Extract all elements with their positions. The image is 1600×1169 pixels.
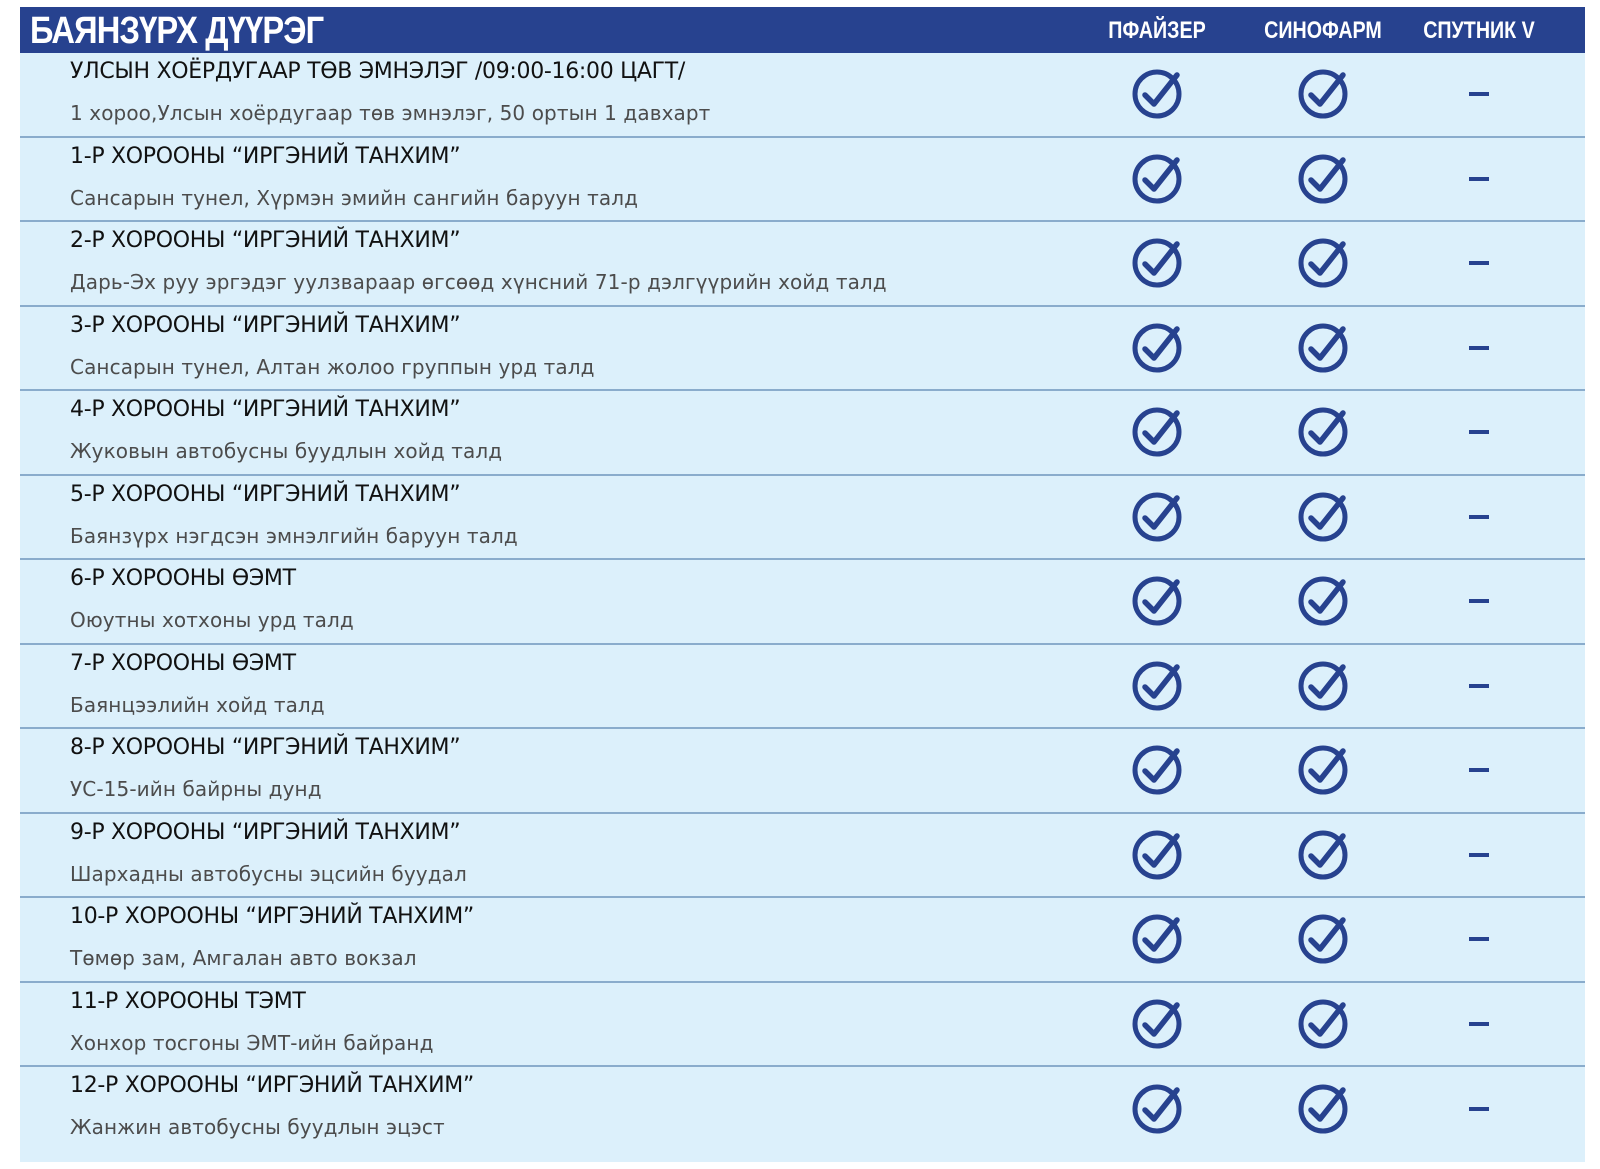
site-address: Төмөр зам, Амгалан авто вокзал — [70, 946, 417, 970]
check-circle-icon — [1130, 405, 1184, 459]
site-name: 6-Р ХОРООНЫ ӨЭМТ — [70, 566, 296, 591]
district-title: БАЯНЗҮРХ ДҮҮРЭГ — [30, 10, 324, 52]
site-name: 4-Р ХОРООНЫ “ИРГЭНИЙ ТАНХИМ” — [70, 397, 461, 422]
check-circle-icon — [1130, 912, 1184, 966]
check-circle-icon — [1130, 490, 1184, 544]
availability-cell-pfizer — [1127, 138, 1187, 221]
availability-cell-pfizer — [1127, 222, 1187, 305]
availability-cell-sputnik — [1449, 814, 1509, 897]
site-address: Сансарын тунел, Хүрмэн эмийн сангийн баруун талд — [70, 185, 639, 210]
availability-cell-pfizer — [1127, 814, 1187, 897]
check-circle-icon — [1130, 152, 1184, 206]
site-name: УЛСЫН ХОЁРДУГААР ТӨВ ЭМНЭЛЭГ /09:00-16:00 ЦАГТ/ — [70, 59, 686, 84]
availability-cell-sinopharm — [1293, 729, 1353, 812]
site-name: 11-Р ХОРООНЫ ТЭМТ — [70, 988, 306, 1014]
site-address: 1 хороо,Улсын хоёрдугаар төв эмнэлэг, 50 ортын 1 давхарт — [70, 101, 711, 125]
check-circle-icon — [1130, 574, 1184, 628]
check-circle-icon — [1296, 152, 1350, 206]
table-row — [20, 983, 1585, 1068]
availability-cell-sputnik — [1449, 645, 1509, 728]
availability-cell-sinopharm — [1293, 814, 1353, 897]
dash-icon — [1469, 1107, 1489, 1111]
site-name: 9-Р ХОРООНЫ “ИРГЭНИЙ ТАНХИМ” — [70, 819, 461, 845]
table-row — [20, 53, 1585, 138]
check-circle-icon — [1130, 321, 1184, 375]
dash-icon — [1469, 346, 1489, 350]
site-address: Баянцээлийн хойд талд — [70, 692, 325, 717]
site-name: 1-Р ХОРООНЫ “ИРГЭНИЙ ТАНХИМ” — [70, 143, 461, 169]
dash-icon — [1469, 261, 1489, 265]
site-address: Шархадны автобусны эцсийн буудал — [70, 861, 467, 886]
availability-cell-sputnik — [1449, 391, 1509, 474]
availability-cell-sinopharm — [1293, 222, 1353, 305]
check-circle-icon — [1296, 490, 1350, 544]
check-circle-icon — [1296, 321, 1350, 375]
site-address: Хонхор тосгоны ЭМТ-ийн байранд — [70, 1030, 434, 1055]
check-circle-icon — [1130, 828, 1184, 882]
availability-cell-pfizer — [1127, 898, 1187, 981]
check-circle-icon — [1296, 236, 1350, 290]
availability-cell-sinopharm — [1293, 138, 1353, 221]
site-address: Дарь-Эх руу эргэдэг уулзвараар өгсөөд хүнсний 71-р дэлгүүрийн хойд талд — [70, 270, 887, 294]
dash-icon — [1469, 937, 1489, 941]
availability-cell-sinopharm — [1293, 307, 1353, 390]
availability-cell-sputnik — [1449, 1067, 1509, 1152]
table-row — [20, 222, 1585, 307]
column-header-sputnik: СПУТНИК V — [1423, 17, 1535, 44]
availability-cell-sinopharm — [1293, 898, 1353, 981]
check-circle-icon — [1130, 67, 1184, 121]
availability-cell-pfizer — [1127, 53, 1187, 136]
availability-cell-sputnik — [1449, 983, 1509, 1066]
check-circle-icon — [1130, 659, 1184, 713]
dash-icon — [1469, 599, 1489, 603]
availability-cell-sputnik — [1449, 222, 1509, 305]
availability-cell-pfizer — [1127, 645, 1187, 728]
check-circle-icon — [1130, 743, 1184, 797]
check-circle-icon — [1296, 912, 1350, 966]
table-row — [20, 645, 1585, 730]
site-address: Баянзүрх нэгдсэн эмнэлгийн баруун талд — [70, 523, 518, 548]
site-name: 3-Р ХОРООНЫ “ИРГЭНИЙ ТАНХИМ” — [70, 312, 461, 338]
availability-cell-sputnik — [1449, 560, 1509, 643]
availability-cell-pfizer — [1127, 391, 1187, 474]
dash-icon — [1469, 1022, 1489, 1026]
availability-cell-sputnik — [1449, 898, 1509, 981]
availability-cell-sinopharm — [1293, 983, 1353, 1066]
column-header-pfizer: ПФАЙЗЕР — [1108, 17, 1206, 44]
check-circle-icon — [1130, 236, 1184, 290]
availability-cell-sinopharm — [1293, 391, 1353, 474]
table-row — [20, 307, 1585, 392]
site-name: 7-Р ХОРООНЫ ӨЭМТ — [70, 650, 296, 676]
site-address: УС-15-ийн байрны дунд — [70, 777, 322, 801]
check-circle-icon — [1296, 659, 1350, 713]
availability-cell-pfizer — [1127, 476, 1187, 559]
check-circle-icon — [1296, 1082, 1350, 1136]
availability-cell-sputnik — [1449, 138, 1509, 221]
availability-cell-sinopharm — [1293, 53, 1353, 136]
site-name: 10-Р ХОРООНЫ “ИРГЭНИЙ ТАНХИМ” — [70, 904, 475, 929]
availability-cell-sinopharm — [1293, 476, 1353, 559]
availability-cell-pfizer — [1127, 1067, 1187, 1152]
check-circle-icon — [1130, 1082, 1184, 1136]
availability-cell-sputnik — [1449, 307, 1509, 390]
site-address: Жанжин автобусны буудлын эцэст — [70, 1115, 445, 1139]
table-row — [20, 560, 1585, 645]
site-name: 2-Р ХОРООНЫ “ИРГЭНИЙ ТАНХИМ” — [70, 228, 461, 253]
site-address: Оюутны хотхоны урд талд — [70, 608, 354, 632]
check-circle-icon — [1296, 67, 1350, 121]
table-row — [20, 729, 1585, 814]
dash-icon — [1469, 92, 1489, 96]
check-circle-icon — [1296, 997, 1350, 1051]
availability-cell-pfizer — [1127, 983, 1187, 1066]
check-circle-icon — [1296, 574, 1350, 628]
availability-cell-pfizer — [1127, 560, 1187, 643]
table-row — [20, 1067, 1585, 1152]
availability-cell-sinopharm — [1293, 645, 1353, 728]
table-header — [20, 7, 1585, 53]
availability-cell-sinopharm — [1293, 560, 1353, 643]
site-address: Сансарын тунел, Алтан жолоо группын урд талд — [70, 354, 595, 379]
availability-cell-sinopharm — [1293, 1067, 1353, 1152]
dash-icon — [1469, 853, 1489, 857]
dash-icon — [1469, 430, 1489, 434]
availability-cell-sputnik — [1449, 476, 1509, 559]
availability-cell-sputnik — [1449, 53, 1509, 136]
table-row — [20, 814, 1585, 899]
site-address: Жуковын автобусны буудлын хойд талд — [70, 439, 503, 463]
column-header-sinopharm: СИНОФАРМ — [1264, 17, 1382, 44]
dash-icon — [1469, 177, 1489, 181]
table-row — [20, 391, 1585, 476]
table-row — [20, 898, 1585, 983]
vaccination-sites-table — [20, 7, 1585, 1162]
table-row — [20, 476, 1585, 561]
dash-icon — [1469, 515, 1489, 519]
dash-icon — [1469, 768, 1489, 772]
check-circle-icon — [1296, 828, 1350, 882]
availability-cell-pfizer — [1127, 729, 1187, 812]
dash-icon — [1469, 684, 1489, 688]
availability-cell-pfizer — [1127, 307, 1187, 390]
site-name: 12-Р ХОРООНЫ “ИРГЭНИЙ ТАНХИМ” — [70, 1073, 475, 1098]
site-name: 8-Р ХОРООНЫ “ИРГЭНИЙ ТАНХИМ” — [70, 735, 461, 760]
site-name: 5-Р ХОРООНЫ “ИРГЭНИЙ ТАНХИМ” — [70, 481, 461, 507]
table-row — [20, 138, 1585, 223]
check-circle-icon — [1130, 997, 1184, 1051]
check-circle-icon — [1296, 743, 1350, 797]
availability-cell-sputnik — [1449, 729, 1509, 812]
check-circle-icon — [1296, 405, 1350, 459]
